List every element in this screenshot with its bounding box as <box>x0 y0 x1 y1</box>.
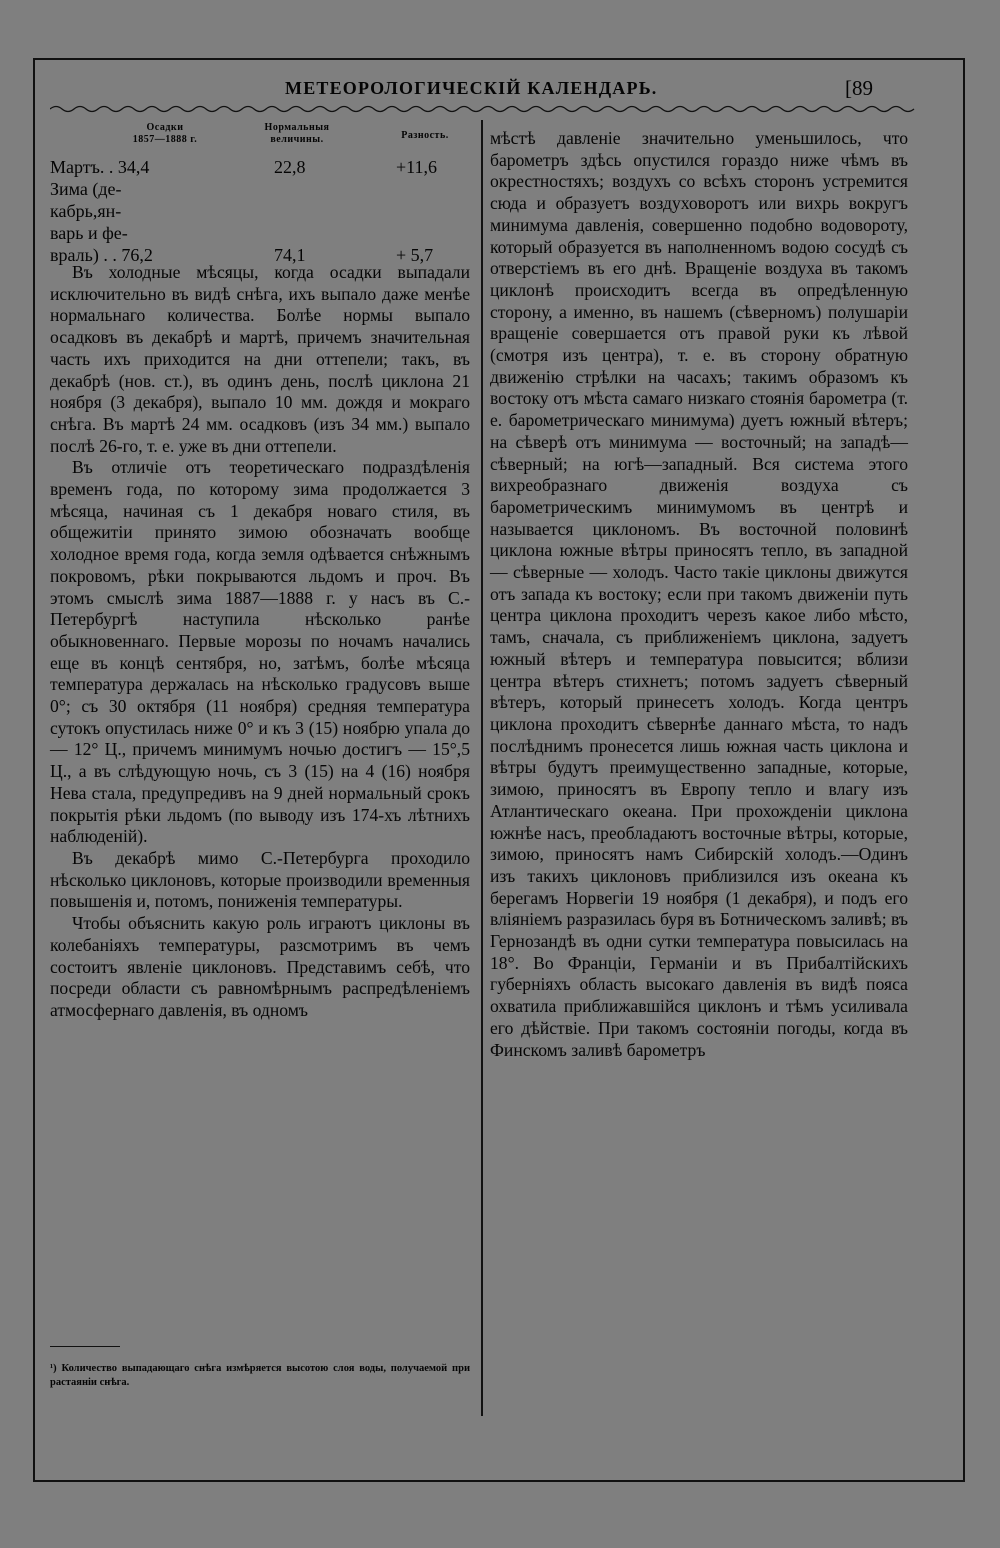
row2-label-line: враль) . . 76,2 <box>50 245 153 265</box>
page-number: [89 <box>845 76 873 100</box>
header-line: величины. <box>270 134 324 145</box>
row1-diff: +11,6 <box>396 157 437 177</box>
header-line: Осадки <box>146 122 184 133</box>
header-line: 1857—1888 г. <box>132 134 198 145</box>
header-line: Нормальныя <box>264 122 330 133</box>
right-column <box>490 128 908 1061</box>
row2-diff: + 5,7 <box>396 245 434 265</box>
paragraph: Въ холодные мѣсяцы, когда осадки выпадали исключительно въ видѣ снѣга, ихъ выпало даже менѣе нормальнаго количества. Болѣе нормы выпало осадковъ въ декабрѣ и мартѣ, причемъ значительная часть ихъ приходится на дни оттепели; такъ, въ декабрѣ (нов. ст.), въ одинъ день, послѣ циклона 21 ноября (3 декабря), выпало 10 мм. дождя и мокраго снѣга. Въ мартѣ 24 мм. осадковъ (изъ 34 мм.) выпало послѣ 26-го, т. е. уже въ дни оттепели. <box>50 262 470 456</box>
paragraph: Въ отличіе отъ теоретическаго подраздѣленія временъ года, по которому зима продолжается 3 мѣсяца, начиная съ 1 декабря новаго стиля, въ общежитіи принято зимою обозначать вообще холодное время года, когда земля одѣвается снѣжнымъ покровомъ, рѣки покрываются льдомъ и проч. Въ этомъ смыслѣ зима 1887—1888 г. у насъ въ С.-Петербургѣ наступила нѣсколько ранѣе обыкновеннаго. Первые морозы по ночамъ начались еще въ концѣ сентября, но, затѣмъ, болѣе мѣсяца температура держалась на нѣсколько градусовъ выше 0°; съ 30 октября (11 ноября) средняя температура сутокъ опустилась ниже 0° и къ 3 (15) ноябрю упала до — 12° Ц., причемъ минимумъ ночью достигъ — 15°,5 Ц., а въ слѣдующую ночь, съ 3 (15) на 4 (16) ноября Нева стала, предупредивъ на 9 дней нормальный срокъ покрытія рѣки льдомъ (по выводу изъ 174-хъ лѣтнихъ наблюденій). <box>50 457 470 847</box>
paragraph: Чтобы объяснить какую роль играютъ циклоны въ колебаніяхъ температуры, разсмотримъ въ чемъ состоитъ явленіе циклоновъ. Представимъ себѣ, что посреди области съ равномѣрнымъ распредѣленіемъ атмосфернаго давленія, въ одномъ <box>50 913 470 1020</box>
left-column <box>50 262 470 1022</box>
paragraph: мѣстѣ давленіе значительно уменьшилось, что барометръ здѣсь опустился гораздо ниже чѣмъ въ окрестностяхъ; воздухъ со всѣхъ сторонъ устремится сюда и образуетъ воздуховоротъ или вихрь вокругъ минимума давленія, совершенно подобно водовороту, который образуется въ наполненномъ водою сосудѣ съ отверстіемъ въ его днѣ. Вращеніе воздуха въ такомъ циклонѣ происходитъ всегда въ опредѣленную сторону, а именно, въ нашемъ (сѣверномъ) полушаріи вращеніе совершается отъ правой руки къ лѣвой (смотря изъ центра), т. е. въ сторону обратную движенію стрѣлки на часахъ; такимъ образомъ къ востоку отъ мѣста самаго низкаго стоянія барометра (т. е. барометрическаго минимума) дуетъ южный вѣтеръ; на сѣверѣ отъ минимума — восточный; на западѣ—сѣверный; на югѣ—западный. Вся система этого вихреобразнаго движенія воздуха съ барометрическимъ минимумомъ въ центрѣ и называется циклономъ. Въ восточной половинѣ циклона южные вѣтры приносятъ тепло, въ западной — сѣверные — холодъ. Часто такіе циклоны движутся отъ запада къ востоку; если при такомъ движеніи путь центра циклона проходитъ черезъ какое либо мѣсто, тамъ, сначала, съ приближеніемъ циклона, задуетъ южный вѣтеръ и температура повысится; вблизи центра вѣтеръ стихнетъ; потомъ задуетъ сѣверный вѣтеръ, который принесетъ холодъ. Когда центръ циклона проходитъ сѣвернѣе даннаго мѣста, то надъ послѣднимъ пронесется лишь южная часть циклона и вѣтры будутъ преимущественно западные, которые, зимою, приносятъ въ Европу тепло и влагу изъ Атлантическаго океана. При прохожденіи циклона южнѣе насъ, преобладаютъ восточные вѣтры, которые, зимою, приносятъ намъ Сибирскій холодъ.—Одинъ изъ такихъ циклоновъ приблизился изъ океана къ берегамъ Норвегіи 19 ноября (1 декабря), и подъ его вліяніемъ разразилась буря въ Ботническомъ заливѣ; въ Гернозандѣ въ одни сутки температура повысилась на 18°. Во Франціи, Германіи и въ Прибалтійскихъ губерніяхъ область высокаго давленія въ видѣ пояса охватила приближавшійся циклонъ и тѣмъ усиливала его дѣйствіе. При такомъ состояніи погоды, когда въ Финскомъ заливѣ барометръ <box>490 128 908 1060</box>
running-title: МЕТЕОРОЛОГИЧЕСКІЙ КАЛЕНДАРЬ. <box>285 78 658 98</box>
row1-normal: 22,8 <box>274 157 306 177</box>
row1-label: Мартъ. . 34,4 <box>50 157 150 177</box>
ornamental-rule <box>50 104 918 114</box>
table-header-precip <box>110 122 220 146</box>
footnote: ¹) Количество выпадающаго снѣга измѣряется высотою слоя воды, получаемой при растаяніи снѣга. <box>50 1363 470 1388</box>
page-header <box>50 74 920 102</box>
row2-normal: 74,1 <box>274 245 306 265</box>
row2-label-line: Зима (де- <box>50 179 122 199</box>
row2-label-line: варь и фе- <box>50 223 128 243</box>
precipitation-table <box>50 120 475 265</box>
column-divider <box>481 120 483 1416</box>
row2-label-line: кабрь,ян- <box>50 201 122 221</box>
table-header-normal <box>242 122 352 146</box>
table-header-diff: Разность. <box>401 130 449 141</box>
paragraph: Въ декабрѣ мимо С.-Петербурга проходило нѣсколько циклоновъ, которые производили временныя повышенія и, потомъ, пониженія температуры. <box>50 847 470 912</box>
footnote-rule <box>50 1346 120 1347</box>
